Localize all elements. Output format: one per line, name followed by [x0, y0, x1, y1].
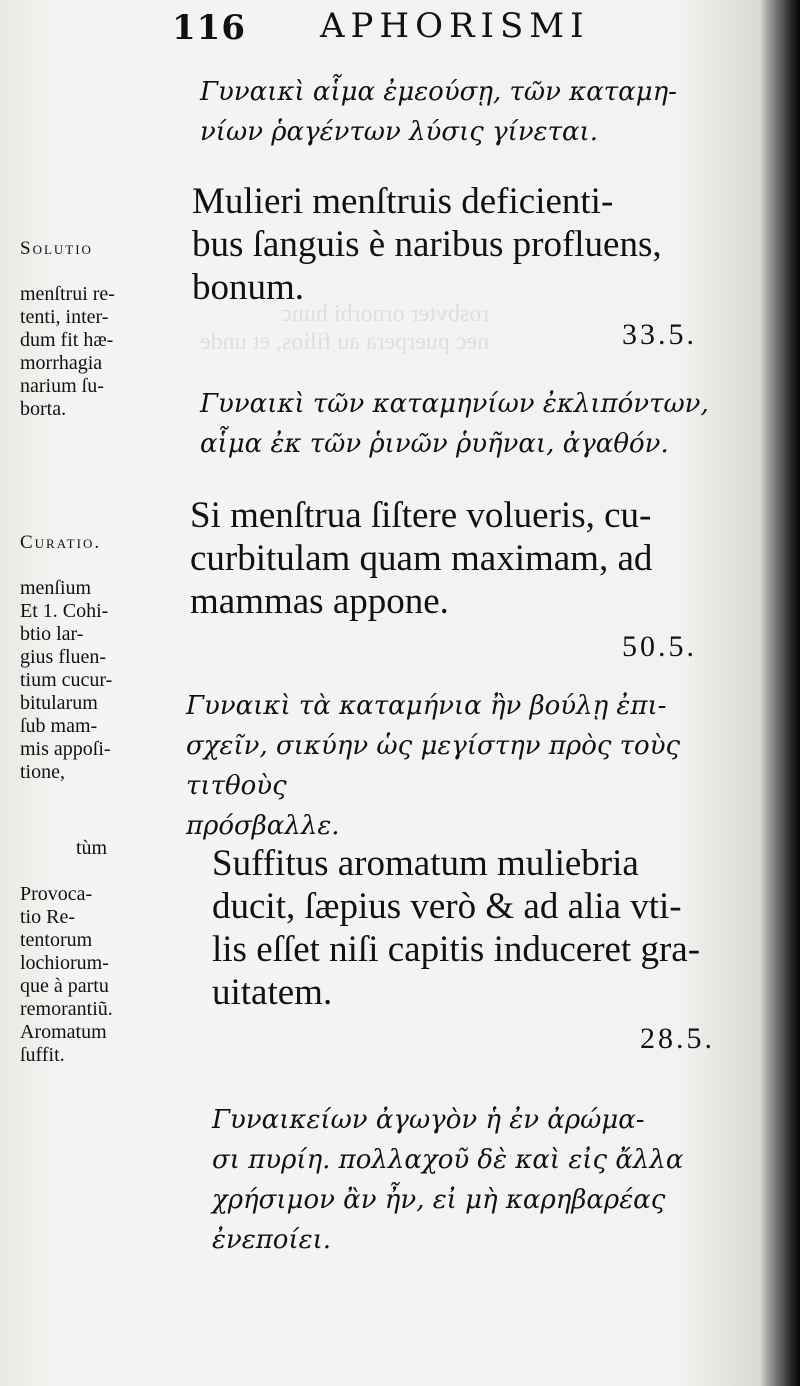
reference-2: 50.5.	[622, 630, 697, 663]
show-through-text: rosbvter ornorbi hunc nec puerpera au filios, et unde	[200, 301, 490, 355]
running-head: APHORISMI	[320, 6, 590, 46]
margin-note-1-head: Solutio	[20, 238, 93, 259]
greek-text-3: Γυναικὶ τὰ καταμήνια ἢν βούλῃ ἐπι- σχεῖν, σικύην ὡς μεγίστην πρὸς τοὺς τιτθοὺς πρόσβαλλε.	[186, 691, 681, 841]
margin-note-3-text: Provoca- tio Re- tentorum lochiorum- que à partu remorantiũ. Aromatum ſuffit.	[20, 883, 113, 1066]
margin-note-1-text: menſtrui re- tenti, inter- dum fit hæ- morrhagia narium ſu- borta.	[20, 283, 115, 420]
page-gutter-shadow	[760, 0, 800, 1386]
greek-text-4: Γυναικείων ἀγωγὸν ἡ ἐν ἀρώμα- σι πυρίη. πολλαχοῦ δὲ καὶ εἰς ἄλλα χρήσιμον ἂν ἦν, εἰ μὴ καρηβαρέας ἐνεποίει.	[212, 1105, 684, 1255]
reference-3: 28.5.	[640, 1022, 715, 1055]
latin-text-3: Suffitus aromatum muliebria ducit, ſæpius verò & ad alia vti- lis eſſet niſi capitis induceret gra- uitatem.	[212, 843, 701, 1013]
margin-note-1	[20, 214, 180, 444]
greek-text-2: Γυναικὶ τῶν καταμηνίων ἐκλιπόντων, αἷμα ἐκ τῶν ῥινῶν ῥυῆναι, ἀγαθόν.	[200, 389, 709, 459]
latin-text-2: Si menſtrua ſiſtere volueris, cu- curbitulam quam maximam, ad mammas appone.	[190, 495, 653, 622]
reference-1: 33.5.	[622, 318, 697, 351]
margin-note-2-head: Curatio.	[20, 532, 102, 553]
page-number: 116	[172, 8, 246, 48]
margin-note-3	[20, 814, 180, 1090]
greek-text-1: Γυναικὶ αἷμα ἐμεούσῃ, τῶν καταμη- νίων ῥαγέντων λύσις γίνεται.	[200, 77, 677, 147]
margin-note-2	[20, 508, 180, 807]
margin-note-2-text: menſium Et 1. Cohi- btio lar- gius fluen- tium cucur- bitularum ſub mam- mis appoſi- tione,	[20, 577, 113, 783]
latin-text-1: Mulieri menſtruis deficienti- bus ſanguis è naribus profluens, bonum.	[192, 181, 662, 308]
margin-note-3-head: tùm	[76, 837, 108, 859]
